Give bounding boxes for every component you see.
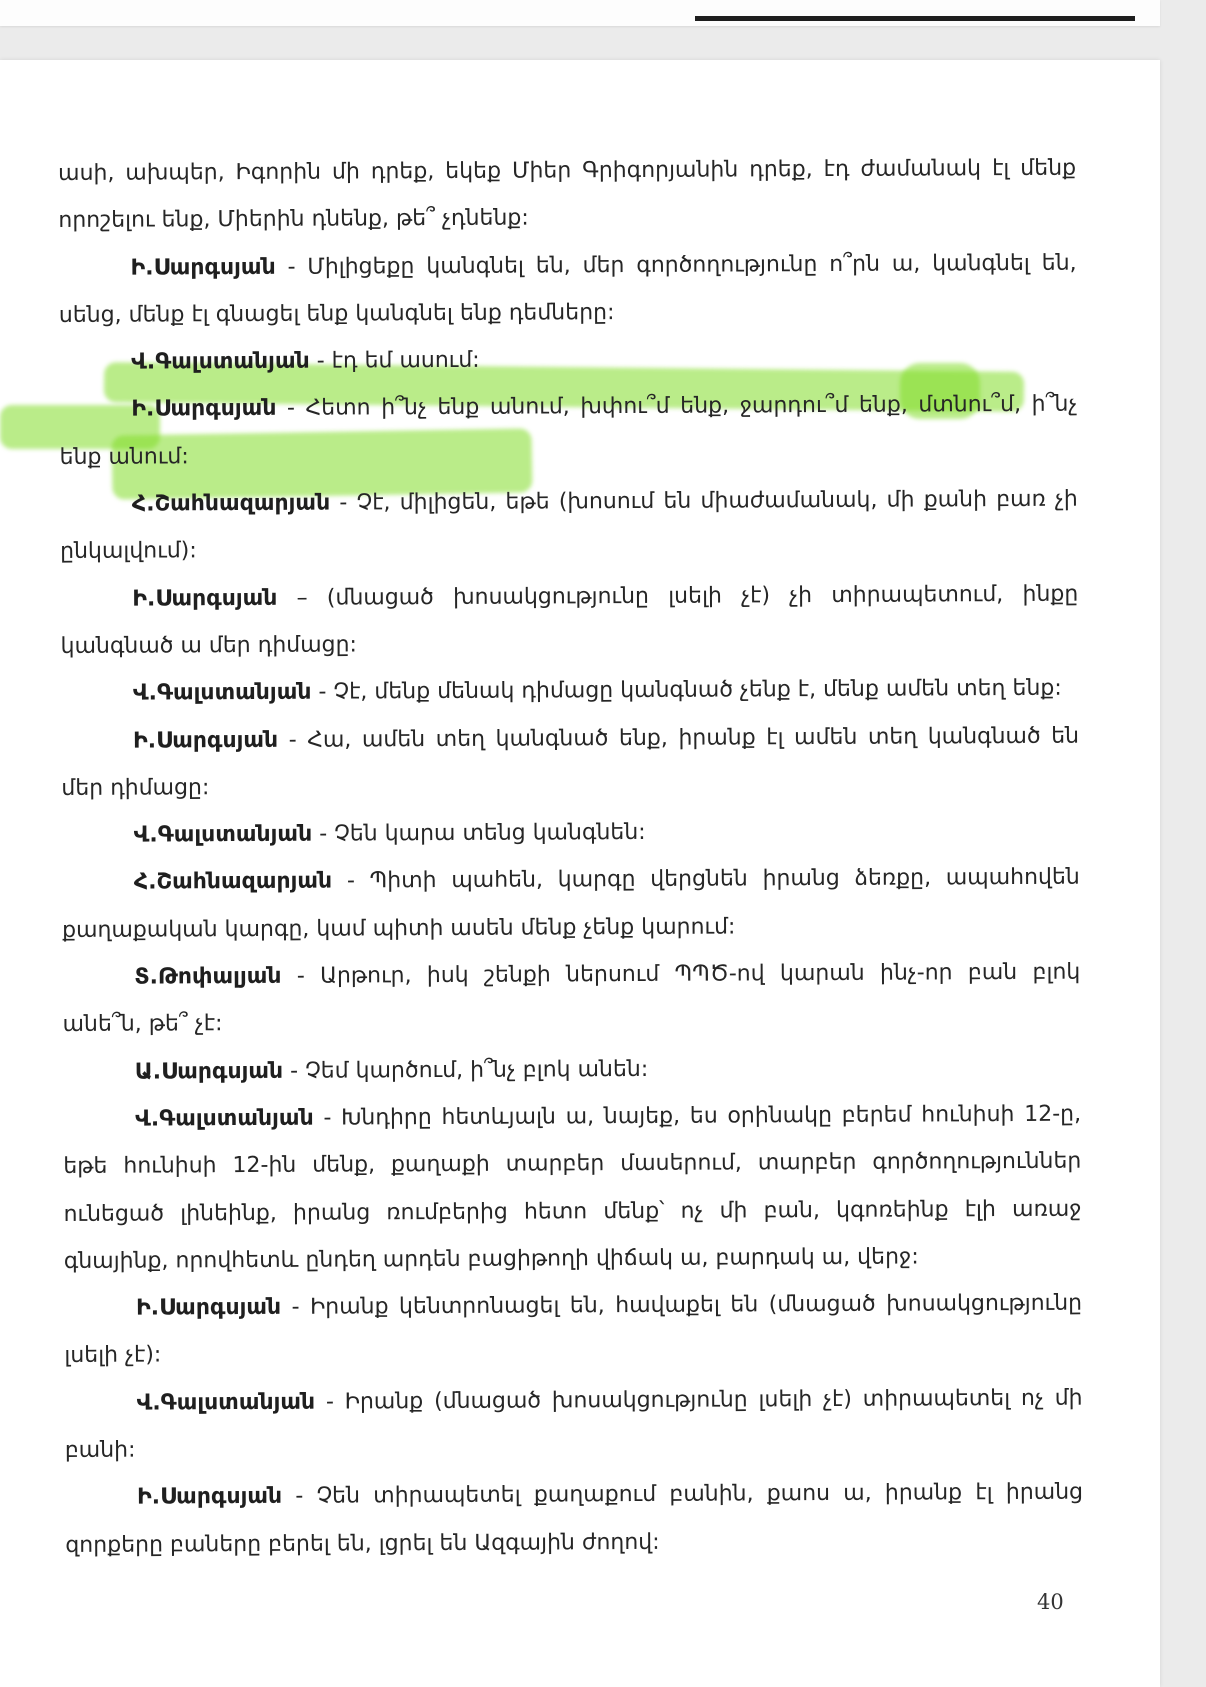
paragraph-15 xyxy=(65,1469,1083,1569)
document-text xyxy=(58,145,1083,1569)
paragraph-4 xyxy=(60,476,1078,576)
speech-text: - Պիտի պահեն, կարգը վերցնեն իրանց ձեռքը, ապահովեն քաղաքական կարգը, կամ պիտի ասեն մենք չենք կարում: xyxy=(62,865,1080,943)
speech-text: - Չեն տիրապետել քաղաքում բանին, քաոս ա, իրանք էլ իրանց զորքերը բաները բերել են, լցրել են Ազգային ժողով: xyxy=(65,1479,1084,1558)
speech-text: - Չեն կարա տենց կանգնեն: xyxy=(312,820,646,847)
paragraph-10 xyxy=(62,949,1080,1049)
paragraph-8 xyxy=(61,807,1079,860)
speaker-name: Ի.Սարգսյան xyxy=(130,254,276,281)
speaker-name: Ի.Սարգսյան xyxy=(133,727,279,754)
speaker-name: Ա.Սարգսյան xyxy=(134,1058,284,1085)
speaker-name: Վ.Գալստանյան xyxy=(132,679,312,706)
speaker-name: Ի.Սարգսյան xyxy=(136,1484,283,1510)
speech-text: - Միլիցեքը կանգնել են, մեր գործողությունը ո՞րն ա, կանգնել են, սենց, մենք էլ գնացել ենք կանգնել ենք դեմները: xyxy=(58,250,1077,328)
speech-text: - Չէ, մենք մենակ դիմացը կանգնած չենք է, մենք ամեն տեղ ենք: xyxy=(311,676,1062,705)
page-number: 40 xyxy=(1037,1590,1064,1614)
paragraph-5 xyxy=(60,570,1078,670)
speaker-name: Տ.Թոփալյան xyxy=(134,963,282,990)
speech-text: - Իրանք կենտրոնացել են, հավաքել են (մնացած խոսակցությունը լսելի չէ): xyxy=(64,1290,1083,1369)
paragraph-6 xyxy=(61,665,1079,718)
paragraph-2 xyxy=(59,334,1077,387)
speech-text: - Չեմ կարծում, ի՞նչ բլոկ անեն: xyxy=(283,1056,649,1084)
speech-text: - Իրանք (մնացած խոսակցությունը լսելի չէ) տիրապետել ոչ մի բանի: xyxy=(64,1385,1083,1463)
speaker-name: Հ.Շահնազարյան xyxy=(133,869,333,896)
paragraph-1 xyxy=(58,239,1076,339)
speaker-name: Վ.Գալստանյան xyxy=(135,1105,314,1132)
paragraph-3 xyxy=(59,381,1077,481)
paragraph-7 xyxy=(61,712,1079,812)
paragraph-13 xyxy=(64,1280,1082,1380)
speaker-name: Վ.Գալստանյան xyxy=(133,821,313,848)
paragraph-11 xyxy=(63,1043,1081,1096)
speech-text: - Հա, ամեն տեղ կանգնած ենք, իրանք էլ ամեն տեղ կանգնած են մեր դիմացը: xyxy=(61,723,1080,801)
speech-text: - Խնդիրը հետևյալն ա, նայեք, ես օրինակը բերեմ հունիսի 12-ը, եթե հունիսի 12-ին մենք, քաղաքի տարբեր մասերում, տարբեր գործողություններ ունեցած լինեինք, իրանց ռումբերից հետո մենք՝ ոչ մի բան, կգոռեինք էլի առաջ գնայինք, որովհետև ընդեղ արդեն բացիթողի վիճակ ա, բարդակ ա, վերջ: xyxy=(63,1101,1082,1274)
paragraph-12 xyxy=(63,1091,1082,1286)
paragraph-0 xyxy=(58,145,1076,245)
speech-text: ասի, ախպեր, Իգորին մի դրեք, եկեք Միեր Գրիգորյանին դրեք, էդ ժամանակ էլ մենք որոշելու ենք, Միերին դնենք, թե՞ չդնենք: xyxy=(58,155,1077,234)
speaker-name: Ի.Սարգսյան xyxy=(131,396,277,423)
previous-page-edge xyxy=(0,0,1160,26)
speech-text: - Արթուր, իսկ շենքի ներսում ՊՊԾ-ով կարան ինչ-որ բան բլոկ անե՞ն, թե՞ չէ: xyxy=(62,959,1081,1038)
speaker-name: Ի.Սարգսյան xyxy=(132,585,278,612)
speaker-name: Վ.Գալստանյան xyxy=(131,348,310,375)
paragraph-9 xyxy=(62,854,1080,954)
speech-text: - էդ եմ ասում: xyxy=(309,347,480,374)
speaker-name: Վ.Գալստանյան xyxy=(136,1389,316,1416)
speech-text: - Հետո ի՞նչ ենք անում, խփու՞մ ենք, ջարդու՞մ ենք, մտնու՞մ, ի՞նչ ենք անում: xyxy=(59,392,1078,470)
speech-text: – (մնացած խոսակցությունը լսելի չէ) չի տիրապետում, ինքը կանգնած ա մեր դիմացը: xyxy=(60,581,1079,659)
paragraph-14 xyxy=(64,1374,1082,1474)
speaker-name: Հ.Շահնազարյան xyxy=(131,490,331,517)
previous-page-rule xyxy=(695,16,1135,21)
speaker-name: Ի.Սարգսյան xyxy=(136,1294,282,1321)
speech-text: - Չէ, միլիցեն, եթե (խոսում են միաժամանակ, մի քանի բառ չի ընկալվում): xyxy=(60,486,1078,565)
